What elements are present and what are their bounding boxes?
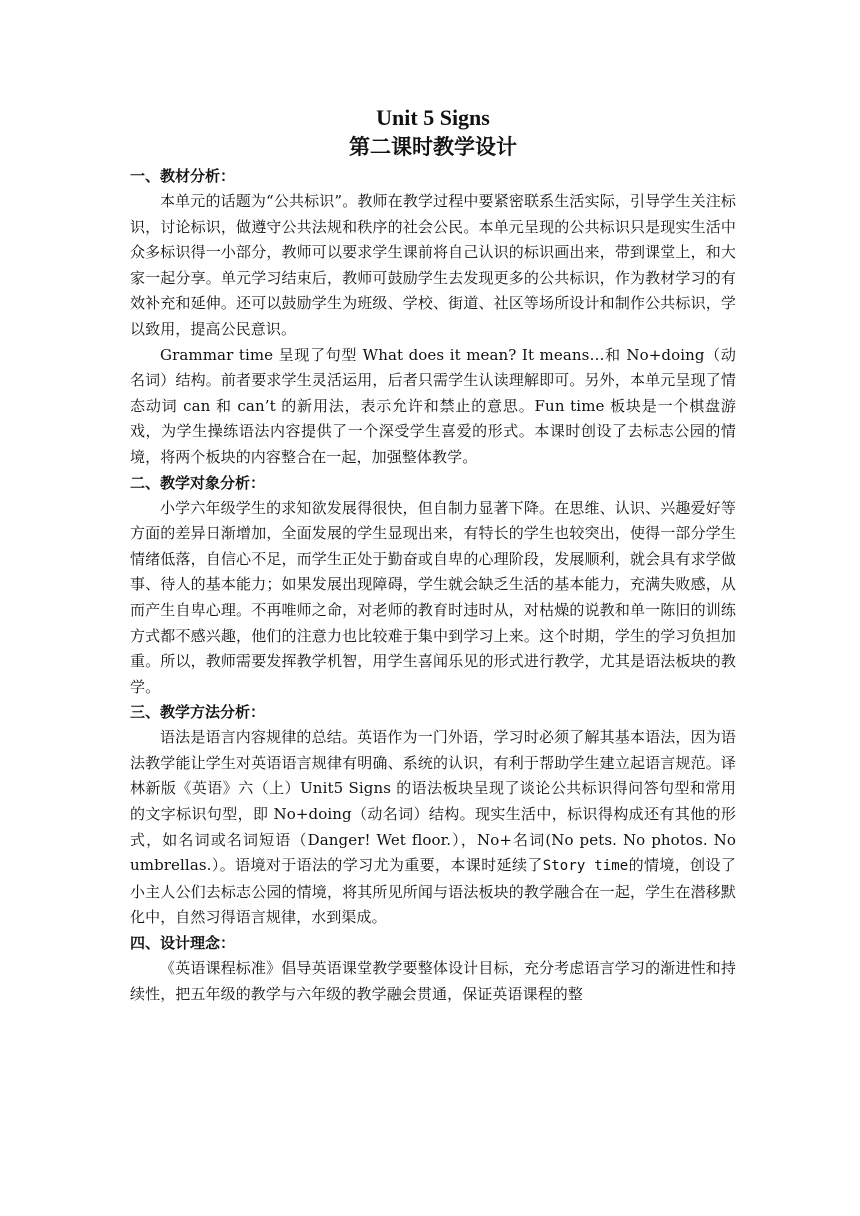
document-title: Unit 5 Signs	[376, 105, 490, 130]
paragraph: 《英语课程标准》倡导英语课堂教学要整体设计目标，充分考虑语言学习的渐进性和持续性，把五年级的教学与六年级的教学融会贯通，保证英语课程的整	[130, 959, 736, 1003]
section-heading: 四、设计理念：	[130, 934, 236, 953]
paragraph	[130, 725, 736, 931]
paragraph-text-tail: 的情境，创设了小主人公们去标志公园的情境，将其所见所闻与语法板块的教学融合在一起，学生在潜移默化中，自然习得语言规律，水到渠成。	[130, 856, 736, 927]
paragraph: 小学六年级学生的求知欲发展得很快，但自制力显著下降。在思维、认识、兴趣爱好等方面的差异日渐增加，全面发展的学生显现出来，有特长的学生也较突出，使得一部分学生情绪低落，自信心不足，而学生正处于勤奋或自卑的心理阶段，发展顺利，就会具有求学做事、待人的基本能力；如果发展出现障碍，学生就会缺乏生活的基本能力，充满失败感，从而产生自卑心理。不再唯师之命，对老师的教育时违时从，对枯燥的说教和单一陈旧的训练方式都不感兴趣，他们的注意力也比较难于集中到学习上来。这个时期，学生的学习负担加重。所以，教师需要发挥教学机智，用学生喜闻乐见的形式进行教学，尤其是语法板块的教学。	[130, 498, 736, 696]
document-subtitle: 第二课时教学设计	[349, 134, 517, 159]
story-time-phrase: Story time	[542, 858, 629, 875]
section-textbook-analysis	[130, 164, 736, 471]
section-design-concept	[130, 931, 736, 1007]
paragraph-text: 语法是语言内容规律的总结。英语作为一门外语，学习时必须了解其基本语法，因为语法教学能让学生对英语语言规律有明确、系统的认识，有利于帮助学生建立起语言规范。译林新版《英语》六（上）Unit5 Signs 的语法板块呈现了谈论公共标识得问答句型和常用的文字标识句型，即 No+doing（动名词）结构。现实生活中，标识得构成还有其他的形式，如名词或名词短语（Danger! Wet floor.），No+名词(No pets. No photos. No umbrellas.）。语境对于语法的学习尤为重要，本课时延续了	[130, 728, 736, 875]
paragraph: Grammar time 呈现了句型 What does it mean? It means…和 No+doing（动名词）结构。前者要求学生灵活运用，后者只需学生认读理解即可。另外，本单元呈现了情态动词 can 和 can’t 的新用法，表示允许和禁止的意思。Fun time 板块是一个棋盘游戏，为学生操练语法内容提供了一个深受学生喜爱的形式。本课时创设了去标志公园的情境，将两个板块的内容整合在一起，加强整体教学。	[130, 345, 736, 466]
document-page	[130, 104, 736, 1007]
section-heading: 二、教学对象分析：	[130, 473, 266, 492]
section-student-analysis	[130, 471, 736, 701]
section-heading: 三、教学方法分析：	[130, 703, 266, 722]
section-teaching-method	[130, 700, 736, 931]
paragraph: 本单元的话题为“公共标识”。教师在教学过程中要紧密联系生活实际，引导学生关注标识，讨论标识，做遵守公共法规和秩序的社会公民。本单元呈现的公共标识只是现实生活中众多标识得一小部分，教师可以要求学生课前将自己认识的标识画出来，带到课堂上，和大家一起分享。单元学习结束后，教师可鼓励学生去发现更多的公共标识，作为教材学习的有效补充和延伸。还可以鼓励学生为班级、学校、街道、社区等场所设计和制作公共标识，学以致用，提高公民意识。	[130, 192, 736, 338]
section-heading: 一、教材分析：	[130, 167, 236, 185]
